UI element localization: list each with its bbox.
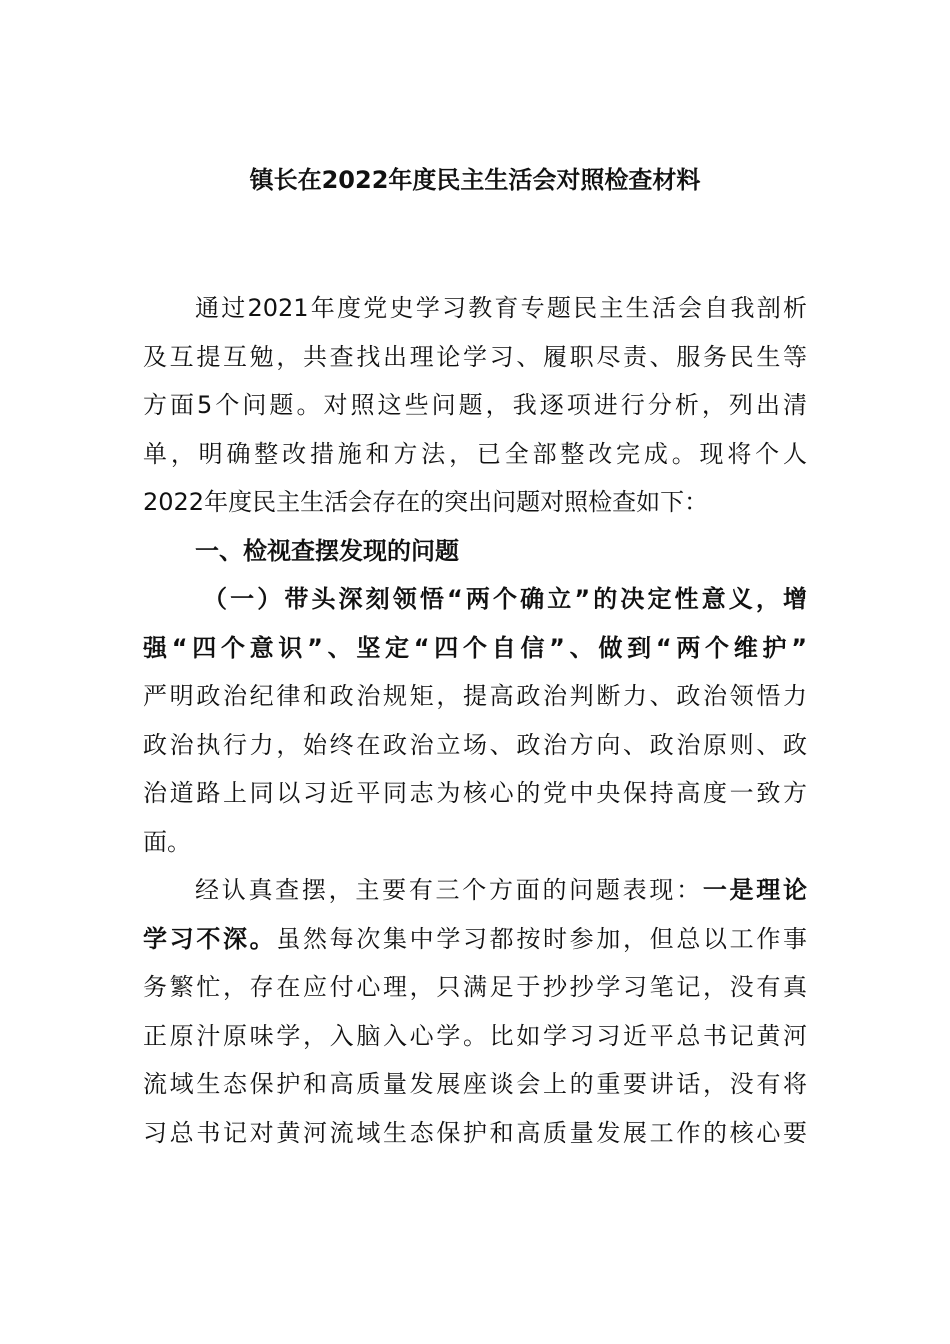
emphasis-text: 一是理论	[702, 876, 808, 904]
paragraph-line: 流域生态保护和高质量发展座谈会上的重要讲话，没有将	[143, 1070, 807, 1098]
paragraph-line: 通过2021年度党史学习教育专题民主生活会自我剖析	[195, 294, 807, 322]
paragraph-line: 严明政治纪律和政治规矩，提高政治判断力、政治领悟力	[143, 682, 807, 710]
document-body	[143, 284, 807, 1157]
subsection-heading-line: 强“四个意识”、坚定“四个自信”、做到“两个维护”	[143, 633, 807, 662]
paragraph-line: 2022年度民主生活会存在的突出问题对照检查如下：	[143, 488, 709, 516]
document-title: 镇长在2022年度民主生活会对照检查材料	[249, 166, 701, 194]
paragraph-line	[143, 866, 807, 915]
subsection-heading-line: （一）带头深刻领悟“两个确立”的决定性意义，增	[203, 585, 807, 613]
line-text: 经认真查摆，主要有三个方面的问题表现：	[195, 876, 703, 904]
paragraph-line: 单，明确整改措施和方法，已全部整改完成。现将个人	[143, 439, 807, 468]
emphasis-text: 学习不深。	[143, 924, 277, 953]
paragraph-line: 及互提互勉，共查找出理论学习、履职尽责、服务民生等	[143, 342, 807, 371]
paragraph-line	[143, 915, 807, 964]
paragraph-line: 政治执行力，始终在政治立场、政治方向、政治原则、政	[143, 730, 807, 759]
line-text: 虽然每次集中学习都按时参加，但总以工作事	[276, 924, 808, 953]
paragraph-line: 习总书记对黄河流域生态保护和高质量发展工作的核心要	[143, 1118, 807, 1147]
paragraph-line: 务繁忙，存在应付心理，只满足于抄抄学习笔记，没有真	[143, 973, 807, 1001]
paragraph-line: 正原汁原味学，入脑入心学。比如学习习近平总书记黄河	[143, 1021, 807, 1050]
paragraph-line: 治道路上同以习近平同志为核心的党中央保持高度一致方	[143, 779, 807, 807]
section-heading: 一、检视查摆发现的问题	[195, 536, 459, 565]
paragraph-line: 方面5个问题。对照这些问题，我逐项进行分析，列出清	[143, 391, 807, 419]
paragraph-line: 面。	[143, 827, 191, 856]
